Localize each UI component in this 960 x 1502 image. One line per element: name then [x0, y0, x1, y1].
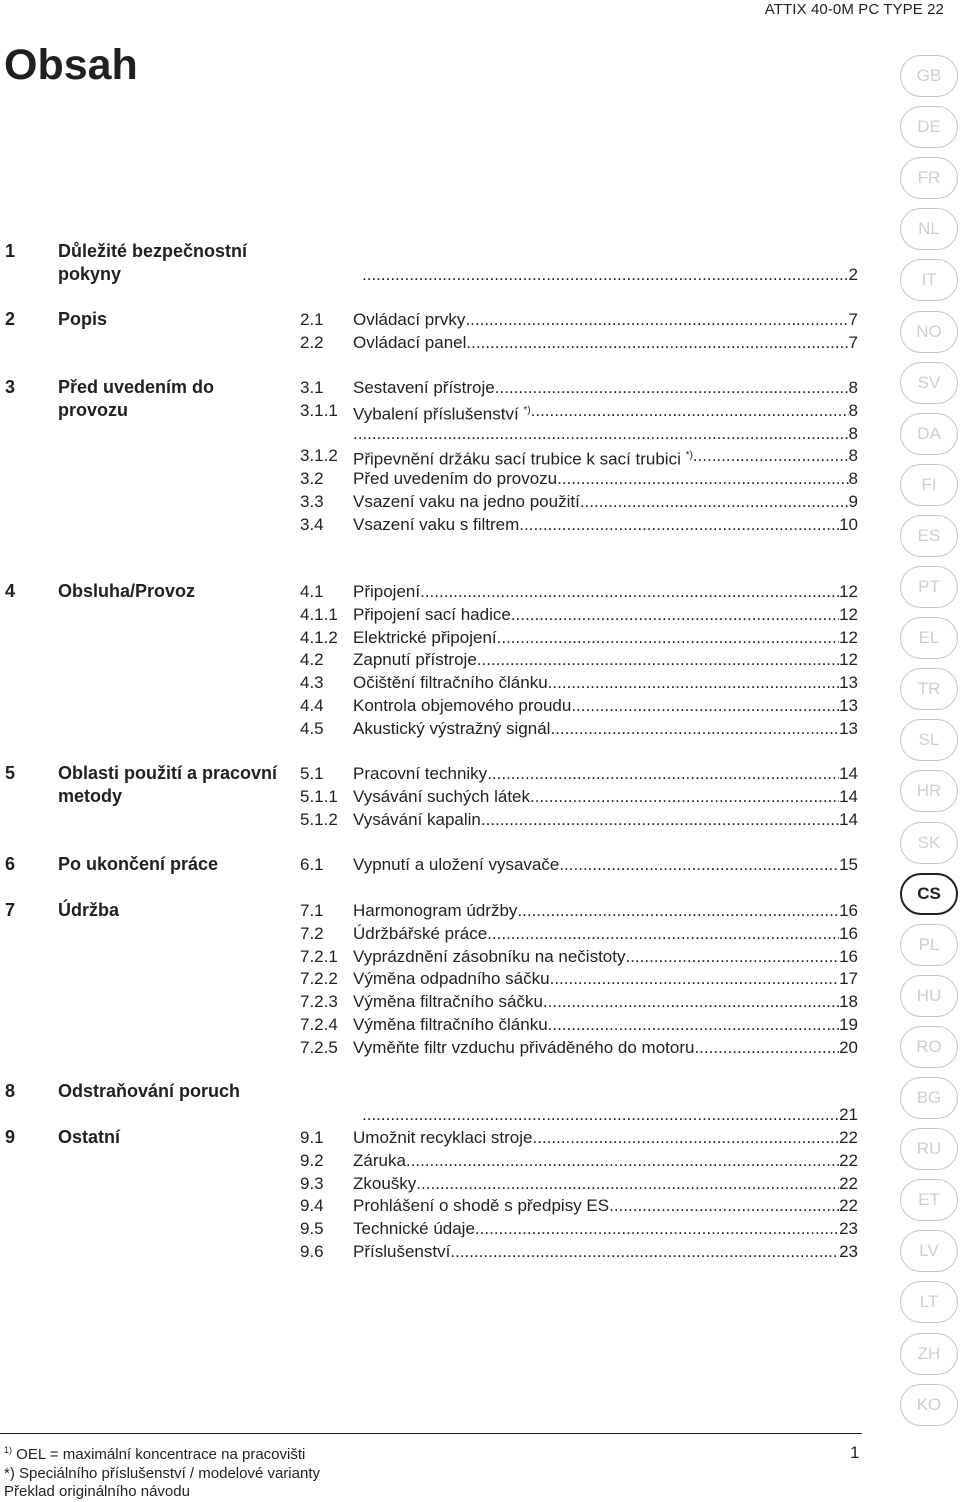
- entry-number: 7.2.2: [300, 969, 338, 989]
- section-number: 8: [5, 1081, 16, 1101]
- entry-label: [353, 648, 477, 671]
- dot-leader: [550, 967, 839, 990]
- entry-label-text: Očištění filtračního článku: [353, 673, 548, 693]
- entry-label-text: Vsazení vaku s filtrem: [353, 514, 520, 534]
- entry-label: [353, 1126, 533, 1149]
- entry-label: [353, 1240, 450, 1263]
- entry-body: [353, 626, 858, 649]
- page-ref: 23: [839, 1219, 858, 1239]
- entry-label-text: Vysávání suchých látek: [353, 786, 531, 806]
- entry-label: [353, 626, 497, 649]
- entry-label: [353, 1217, 475, 1240]
- page-ref: 23: [839, 1242, 858, 1261]
- language-tab-de[interactable]: DE: [900, 106, 958, 148]
- language-tab-ro[interactable]: RO: [900, 1026, 958, 1068]
- page-ref: 22: [839, 1173, 858, 1193]
- entry-label: [353, 331, 466, 354]
- toc-entry[interactable]: [300, 603, 858, 626]
- entry-number: 7.2.5: [300, 1037, 338, 1057]
- entry-label: [353, 1149, 406, 1172]
- entry-label-text: Umožnit recyklaci stroje: [353, 1128, 533, 1147]
- toc-entry[interactable]: [300, 967, 858, 990]
- dot-leader: [519, 513, 839, 536]
- footnote-accessories: *) Speciálního příslušenství / modelové varianty: [4, 1464, 320, 1482]
- page-ref: 8: [848, 469, 858, 489]
- section-number: 7: [5, 900, 16, 920]
- page-ref: 13: [839, 673, 858, 693]
- entry-number: 4.1.2: [300, 627, 338, 647]
- entry-label-text: Vypnutí a uložení vysavače: [353, 855, 560, 874]
- section-number: 4: [5, 581, 16, 601]
- accessory-mark: *): [685, 450, 693, 462]
- page-ref: 12: [839, 604, 858, 624]
- entry-label-text: Příslušenství: [353, 1242, 451, 1261]
- entry-label: [353, 808, 481, 831]
- entry-label-text: Zapnutí přístroje: [353, 650, 477, 670]
- dot-leader: [477, 648, 839, 671]
- entry-label-text: Pracovní techniky: [353, 764, 488, 783]
- entry-body: [353, 1013, 858, 1036]
- toc-entry[interactable]: [300, 694, 858, 717]
- page-ref: 8: [848, 423, 858, 443]
- page-ref: 8: [848, 378, 858, 397]
- entry-label: [353, 694, 571, 717]
- toc-entry[interactable]: [300, 717, 858, 740]
- entry-label-text: Elektrické připojení: [353, 627, 497, 647]
- entry-label-text: Zkoušky: [353, 1173, 417, 1193]
- entry-label-text: Ovládací prvky: [353, 310, 466, 329]
- footnote-translation: Překlad originálního návodu: [4, 1483, 190, 1500]
- entry-label: [353, 308, 465, 331]
- toc-entry[interactable]: [300, 922, 858, 945]
- section-number: 9: [5, 1127, 16, 1147]
- section-number: 5: [5, 763, 16, 783]
- entry-body: [353, 1036, 858, 1059]
- entry-number: 9.3: [300, 1173, 324, 1193]
- entry-label: [353, 490, 580, 513]
- dot-leader: [465, 308, 848, 331]
- entry-number: 5.1.1: [300, 786, 338, 806]
- dot-leader: [557, 467, 848, 490]
- section-page-entry[interactable]: [362, 263, 858, 286]
- entry-label: [353, 376, 495, 399]
- page-ref: 12: [839, 582, 858, 601]
- section-title[interactable]: Oblasti použití a pracovní metody: [58, 763, 278, 806]
- language-tab-hr[interactable]: HR: [900, 770, 958, 812]
- dot-leader: [511, 603, 839, 626]
- entry-body: [353, 1240, 858, 1263]
- entry-label: [353, 1036, 694, 1059]
- dot-leader: [475, 1217, 839, 1240]
- footnote-oel-text: OEL = maximální koncentrace na pracovišti: [12, 1446, 306, 1463]
- entry-label-text: Záruka: [353, 1150, 406, 1170]
- footer-divider: [0, 1433, 862, 1434]
- page-ref: 16: [839, 946, 858, 966]
- entry-number: 4.2: [300, 650, 324, 670]
- toc-entry[interactable]: [300, 785, 858, 808]
- entry-body: [353, 513, 858, 536]
- dot-leader: [487, 762, 839, 785]
- entry-number: 3.3: [300, 492, 324, 511]
- entry-label: [353, 990, 543, 1013]
- dot-leader: [487, 922, 839, 945]
- section-title[interactable]: Odstraňování poruch: [58, 1081, 241, 1101]
- language-tab-pl[interactable]: PL: [900, 924, 958, 966]
- toc-entry[interactable]: [300, 580, 858, 603]
- entry-label: [353, 899, 517, 922]
- language-tab-gb[interactable]: GB: [900, 55, 958, 97]
- language-tab-bg[interactable]: BG: [900, 1077, 958, 1119]
- toc-entry[interactable]: [300, 1149, 858, 1172]
- toc-entry[interactable]: [300, 945, 858, 968]
- section-title[interactable]: Důležité bezpečnostní pokyny: [58, 241, 248, 284]
- entry-label-text: Připojení: [353, 582, 421, 601]
- language-tab-lt[interactable]: LT: [900, 1281, 958, 1323]
- language-tab-sk[interactable]: SK: [900, 822, 958, 864]
- entry-number: 3.1.2: [300, 446, 338, 466]
- toc-entry[interactable]: [300, 1240, 858, 1263]
- page-ref: 13: [839, 718, 858, 738]
- language-tab-nl[interactable]: NL: [900, 208, 958, 250]
- entry-label-text: Technické údaje: [353, 1219, 475, 1239]
- section-page-entry[interactable]: [362, 1103, 858, 1126]
- entry-label-text: Výměna filtračního sáčku: [353, 992, 543, 1012]
- entry-body: [353, 785, 858, 808]
- language-tab-cs[interactable]: CS: [900, 873, 958, 915]
- dot-leader: [693, 444, 849, 467]
- page-ref: 8: [848, 400, 858, 420]
- entry-number: 7.2.4: [300, 1015, 338, 1034]
- entry-label-text: Výměna odpadního sáčku: [353, 969, 550, 989]
- language-tab-zh[interactable]: ZH: [900, 1333, 958, 1375]
- page-ref: 12: [839, 650, 858, 670]
- entry-number: 7.2.1: [300, 946, 338, 966]
- dot-leader: [694, 1036, 839, 1059]
- page-ref: 14: [839, 809, 858, 829]
- page-ref: 16: [839, 923, 858, 943]
- entry-label-text: Vyprázdnění zásobníku na nečistoty: [353, 946, 626, 966]
- page-ref: 16: [839, 901, 858, 920]
- language-tab-et[interactable]: ET: [900, 1179, 958, 1221]
- dot-leader: [550, 717, 839, 740]
- entry-label-text: Ovládací panel: [353, 332, 467, 352]
- entry-body: [353, 762, 858, 785]
- entry-body: [353, 990, 858, 1013]
- entry-body: [353, 490, 858, 513]
- accessory-mark: *): [523, 404, 531, 416]
- entry-label: [353, 1013, 548, 1036]
- entry-body: [353, 603, 858, 626]
- section-title[interactable]: Po ukončení práce: [58, 854, 219, 874]
- page-ref: 22: [839, 1196, 858, 1216]
- page-ref: 8: [848, 446, 858, 466]
- entry-number: 9.4: [300, 1196, 324, 1216]
- language-tab-fr[interactable]: FR: [900, 157, 958, 199]
- toc-entry[interactable]: [300, 626, 858, 649]
- page-ref: 12: [839, 627, 858, 647]
- language-tab-tr[interactable]: TR: [900, 668, 958, 710]
- entry-number: 7.2: [300, 923, 324, 943]
- entry-number: 6.1: [300, 855, 324, 874]
- language-tab-it[interactable]: IT: [900, 259, 958, 301]
- dot-leader: [580, 490, 849, 513]
- language-tab-pt[interactable]: PT: [900, 566, 958, 608]
- entry-body: [353, 717, 858, 740]
- entry-label: [353, 967, 550, 990]
- dot-leader: [533, 1126, 840, 1149]
- page-ref: 22: [839, 1128, 858, 1147]
- dot-leader: [625, 945, 839, 968]
- entry-label: [353, 1194, 609, 1217]
- entry-label-text: Výměna filtračního článku: [353, 1015, 548, 1034]
- toc-entry[interactable]: [300, 399, 858, 422]
- entry-number: 4.3: [300, 673, 324, 693]
- language-tab-sv[interactable]: SV: [900, 362, 958, 404]
- dot-leader: [420, 580, 839, 603]
- section-number: 1: [5, 241, 16, 261]
- entry-body: [353, 671, 858, 694]
- entry-label-text: Vybalení příslušenství: [353, 404, 524, 424]
- dot-leader: [543, 990, 839, 1013]
- toc-entry[interactable]: [300, 331, 858, 354]
- entry-label: [353, 717, 550, 740]
- entry-label: [353, 671, 548, 694]
- language-tab-hu[interactable]: HU: [900, 975, 958, 1017]
- page-ref: 7: [848, 310, 858, 329]
- dot-leader: [495, 376, 849, 399]
- dot-leader: [531, 399, 849, 422]
- dot-leader: [530, 785, 839, 808]
- document-header: ATTIX 40-0M PC TYPE 22: [764, 1, 944, 18]
- entry-body: [353, 331, 858, 354]
- entry-body: [353, 1172, 858, 1195]
- entry-label: [353, 922, 487, 945]
- dot-leader: [416, 1172, 839, 1195]
- entry-number: 9.2: [300, 1150, 324, 1170]
- entry-body: [353, 444, 858, 470]
- entry-body: [353, 1217, 858, 1240]
- page-ref: 10: [839, 514, 858, 534]
- entry-number: 5.1.2: [300, 809, 338, 829]
- entry-body: [353, 853, 858, 876]
- entry-label: [353, 399, 531, 422]
- entry-label: [353, 785, 530, 808]
- entry-body: [353, 399, 858, 422]
- toc-entry[interactable]: [300, 899, 858, 922]
- footnotes: [4, 1441, 320, 1502]
- toc-entry[interactable]: [300, 671, 858, 694]
- entry-label-text: Prohlášení o shodě s předpisy ES: [353, 1196, 610, 1216]
- section-title[interactable]: Před uvedením do provozu: [58, 377, 215, 420]
- page-title: Obsah: [4, 41, 138, 89]
- section-number: 2: [5, 309, 16, 329]
- toc-entry[interactable]: [300, 1217, 858, 1240]
- entry-label-text: Kontrola objemového proudu: [353, 696, 572, 715]
- language-tab-el[interactable]: EL: [900, 617, 958, 659]
- dot-leader: [481, 808, 839, 831]
- toc-entry[interactable]: [300, 308, 858, 331]
- section-title[interactable]: Údržba: [58, 900, 120, 920]
- entry-body: [353, 580, 858, 603]
- toc-entry[interactable]: [300, 422, 858, 445]
- page-ref: 22: [839, 1150, 858, 1170]
- entry-body: [353, 922, 858, 945]
- entry-label: [353, 580, 420, 603]
- section-number: 3: [5, 377, 16, 397]
- page-ref: 14: [839, 786, 858, 806]
- entry-label: [353, 444, 693, 470]
- toc-entry[interactable]: [300, 1194, 858, 1217]
- entry-body: [353, 899, 858, 922]
- toc-entry[interactable]: [300, 762, 858, 785]
- toc-entry[interactable]: [300, 1126, 858, 1149]
- language-tab-da[interactable]: DA: [900, 413, 958, 455]
- entry-number: 7.1: [300, 901, 324, 920]
- entry-number: 9.1: [300, 1128, 324, 1147]
- language-tab-lv[interactable]: LV: [900, 1230, 958, 1272]
- page-ref: 18: [839, 992, 858, 1012]
- toc-entry[interactable]: [300, 376, 858, 399]
- entry-label: [353, 1172, 416, 1195]
- page-ref: 15: [839, 855, 858, 874]
- entry-body: [353, 967, 858, 990]
- toc-entry[interactable]: [300, 490, 858, 513]
- toc-entry[interactable]: [300, 648, 858, 671]
- toc-entry[interactable]: [300, 1172, 858, 1195]
- entry-number: 4.4: [300, 696, 324, 715]
- entry-number: 9.6: [300, 1242, 324, 1261]
- language-tab-no[interactable]: NO: [900, 311, 958, 353]
- entry-label: [353, 853, 559, 876]
- page-ref: 17: [839, 969, 858, 989]
- entry-number: 3.4: [300, 514, 324, 534]
- toc-entry[interactable]: [300, 444, 858, 470]
- entry-number: 3.1: [300, 378, 324, 397]
- page-ref: 9: [848, 492, 858, 511]
- section-title[interactable]: Ostatní: [58, 1127, 121, 1147]
- page-ref: 2: [848, 264, 858, 284]
- dot-leader: [571, 694, 839, 717]
- entry-label: [353, 467, 557, 490]
- entry-label: [353, 603, 511, 626]
- dot-leader: [362, 263, 849, 286]
- dot-leader: [450, 1240, 839, 1263]
- page-ref: 20: [839, 1037, 858, 1057]
- section-number: 6: [5, 854, 16, 874]
- entry-body: [353, 422, 858, 445]
- footnote-oel: [4, 1441, 320, 1465]
- entry-body: [353, 1149, 858, 1172]
- section-title[interactable]: Obsluha/Provoz: [58, 581, 196, 601]
- entry-label: [353, 762, 487, 785]
- toc-entry[interactable]: [300, 1013, 858, 1036]
- entry-number: 4.1.1: [300, 604, 338, 624]
- toc-entry[interactable]: [300, 1036, 858, 1059]
- dot-leader: [362, 1103, 839, 1126]
- entry-label-text: Před uvedením do provozu: [353, 469, 558, 489]
- entry-number: 2.2: [300, 332, 324, 352]
- entry-body: [353, 808, 858, 831]
- dot-leader: [517, 899, 839, 922]
- footnote-mark: 1): [4, 1445, 13, 1455]
- toc-entry[interactable]: [300, 853, 858, 876]
- entry-number: 3.2: [300, 469, 324, 489]
- toc-entry[interactable]: [300, 513, 858, 536]
- dot-leader: [406, 1149, 839, 1172]
- entry-label-text: Připojení sací hadice: [353, 604, 511, 624]
- entry-number: 9.5: [300, 1219, 324, 1239]
- entry-label-text: Připevnění držáku sací trubice k sací trubici: [353, 450, 686, 470]
- entry-number: 4.5: [300, 718, 324, 738]
- entry-number: 2.1: [300, 310, 324, 329]
- language-tab-fi[interactable]: FI: [900, 464, 958, 506]
- page-ref: 13: [839, 696, 858, 715]
- page-number: 1: [850, 1443, 860, 1462]
- dot-leader: [559, 853, 839, 876]
- entry-number: 4.1: [300, 582, 324, 601]
- dot-leader: [466, 331, 848, 354]
- entry-body: [353, 694, 858, 717]
- entry-body: [353, 308, 858, 331]
- language-tab-es[interactable]: ES: [900, 515, 958, 557]
- entry-label-text: Akustický výstražný signál: [353, 718, 551, 738]
- toc-entry[interactable]: [300, 808, 858, 831]
- entry-label: [353, 945, 625, 968]
- toc-entry[interactable]: [300, 467, 858, 490]
- language-tab-ru[interactable]: RU: [900, 1128, 958, 1170]
- dot-leader: [609, 1194, 839, 1217]
- entry-body: [353, 467, 858, 490]
- entry-label-text: Údržbářské práce: [353, 923, 488, 943]
- entry-body: [353, 648, 858, 671]
- entry-number: 5.1: [300, 764, 324, 783]
- dot-leader: [497, 626, 839, 649]
- entry-number: 3.1.1: [300, 400, 338, 420]
- entry-label-text: Harmonogram údržby: [353, 901, 518, 920]
- section-title[interactable]: Popis: [58, 309, 108, 329]
- entry-body: [353, 1194, 858, 1217]
- language-tab-sl[interactable]: SL: [900, 719, 958, 761]
- dot-leader: [548, 671, 839, 694]
- entry-label-text: Vyměňte filtr vzduchu přiváděného do motoru: [353, 1037, 695, 1057]
- entry-label-text: Vysávání kapalin: [353, 809, 481, 829]
- entry-body: [353, 945, 858, 968]
- toc-entry[interactable]: [300, 990, 858, 1013]
- entry-number: 7.2.3: [300, 992, 338, 1012]
- entry-label: [353, 513, 519, 536]
- entry-label-text: Sestavení přístroje: [353, 378, 495, 397]
- page-ref: 14: [839, 764, 858, 783]
- page-ref: 7: [848, 332, 858, 352]
- dot-leader: [353, 422, 849, 445]
- page-ref: 19: [839, 1015, 858, 1034]
- entry-body: [353, 1126, 858, 1149]
- language-tab-ko[interactable]: KO: [900, 1384, 958, 1426]
- entry-body: [353, 376, 858, 399]
- entry-number: [300, 422, 353, 445]
- dot-leader: [548, 1013, 839, 1036]
- entry-label-text: Vsazení vaku na jedno použití: [353, 492, 580, 511]
- page-ref: 21: [839, 1104, 858, 1124]
